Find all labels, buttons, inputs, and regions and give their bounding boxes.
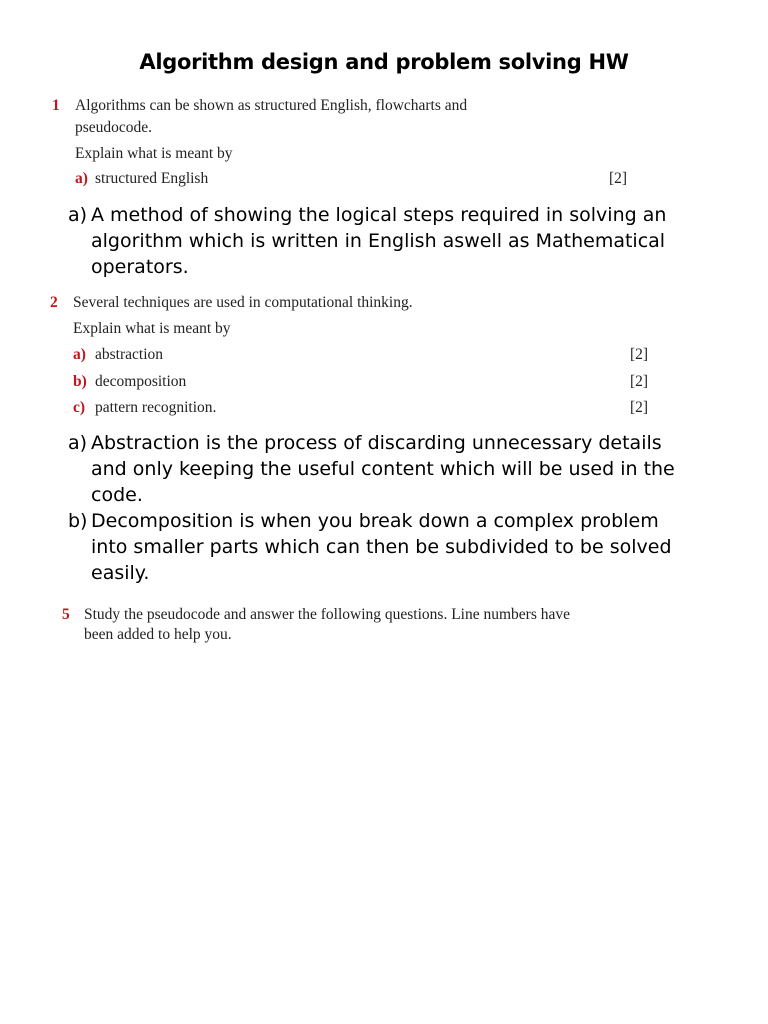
answer-1a — [68, 202, 748, 282]
part-label: a) — [75, 170, 88, 187]
answer-line: easily. — [91, 562, 150, 584]
question-text: pseudocode. — [75, 119, 153, 136]
answer-label: b) — [68, 510, 88, 532]
part-text: abstraction — [95, 346, 164, 363]
answer-line: A method of showing the logical steps required in solving an — [91, 204, 667, 226]
answer-line: code. — [91, 484, 143, 506]
question-text: Several techniques are used in computational thinking. — [73, 294, 413, 311]
answer-2a — [68, 430, 758, 510]
part-text: pattern recognition. — [95, 399, 217, 416]
mark-value: [2] — [630, 346, 649, 363]
question-text: Explain what is meant by — [73, 320, 231, 337]
mark-value: [2] — [630, 399, 649, 416]
question-number: 5 — [62, 606, 70, 623]
answer-line: operators. — [91, 256, 189, 278]
part-label: a) — [73, 346, 86, 363]
part-label: b) — [73, 373, 87, 390]
page-title: Algorithm design and problem solving HW — [139, 50, 629, 74]
answer-line: Decomposition is when you break down a complex problem — [91, 510, 659, 532]
answer-line: Abstraction is the process of discarding unnecessary details — [91, 432, 662, 454]
question-text: been added to help you. — [84, 626, 232, 643]
question-number: 1 — [52, 97, 60, 114]
part-text: structured English — [95, 170, 209, 187]
question-text: Explain what is meant by — [75, 145, 233, 162]
answer-label: a) — [68, 204, 88, 226]
question-text: Algorithms can be shown as structured English, flowcharts and — [75, 97, 468, 114]
answer-line: algorithm which is written in English aswell as Mathematical — [91, 230, 666, 252]
question-number: 2 — [50, 294, 58, 311]
mark-value: [2] — [630, 373, 649, 390]
answer-line: and only keeping the useful content which will be used in the — [91, 458, 675, 480]
part-label: c) — [73, 399, 86, 416]
mark-value: [2] — [609, 170, 628, 187]
question-text: Study the pseudocode and answer the following questions. Line numbers have — [84, 606, 570, 623]
answer-label: a) — [68, 432, 88, 454]
answer-2b — [68, 508, 758, 588]
part-text: decomposition — [95, 373, 187, 390]
answer-line: into smaller parts which can then be subdivided to be solved — [91, 536, 672, 558]
